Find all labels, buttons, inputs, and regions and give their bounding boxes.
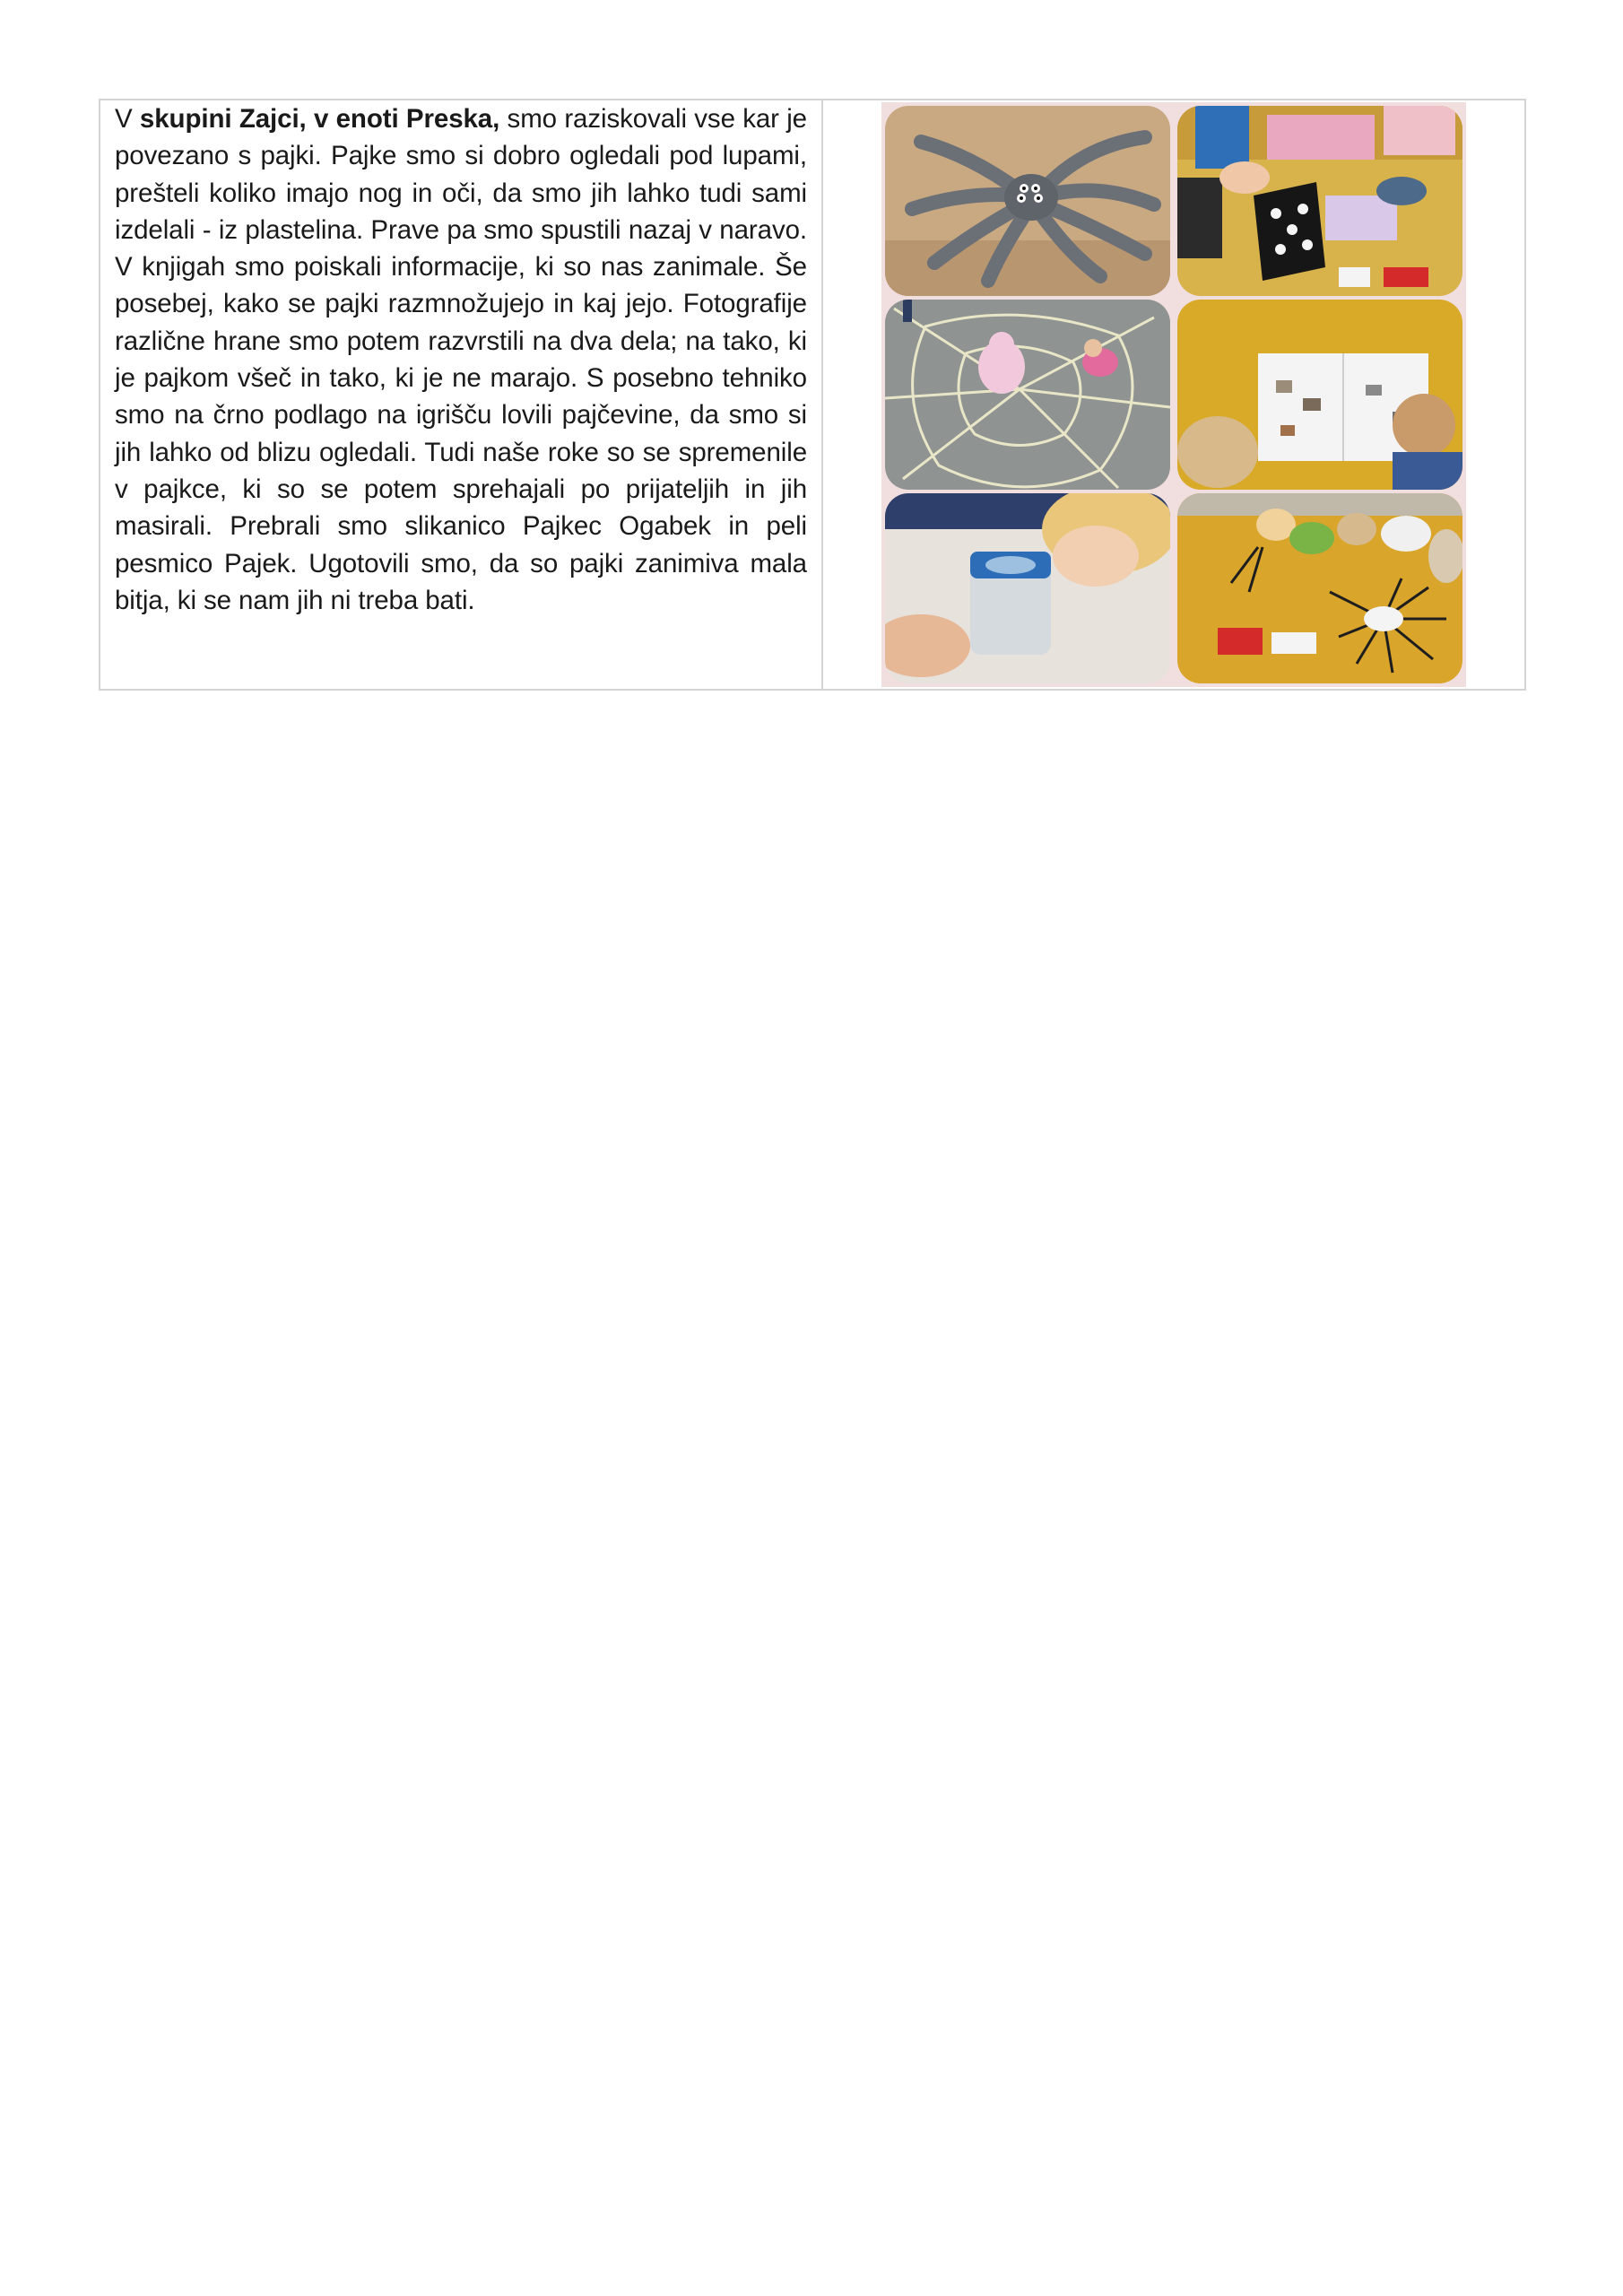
plasticine-spider-photo — [885, 106, 1170, 296]
intro-text: V — [115, 104, 140, 134]
description-paragraph — [115, 100, 807, 619]
body-text: smo raziskovali vse kar je povezano s pajki. Pajke smo si dobro ogledali pod lupami, prešteli koliko imajo nog in oči, da smo jih lahko tudi sami izdelali - iz plastelina. Prave pa smo spustili nazaj v naravo. V knjigah smo poiskali informacije, ki so nas zanimale. Še posebej, kako se pajki razmnožujejo in kaj jejo. Fotografije različne hrane smo potem razvrstili na dva dela; na tako, ki je pajkom všeč in tako, ki je ne marajo. S posebno tehniko smo na črno podlago na igrišču lovili pajčevine, da smo si jih lahko od blizu ogledali. Tudi naše roke so se spremenile v pajkce, ki so se potem sprehajali po prijateljih in jih masirali. Prebrali smo slikanico Pajkec Ogabek in peli pesmico Pajek. Ugotovili smo, da so pajki zanimiva mala bitja, ki se nam jih ni treba bati. — [115, 104, 807, 615]
children-making-spider-photo — [1177, 493, 1462, 683]
chalk-spiderweb-playground-photo — [885, 300, 1170, 490]
photo-collage — [881, 102, 1466, 687]
children-with-dice-photo — [1177, 106, 1462, 296]
content-table — [99, 99, 1526, 691]
group-name: skupini Zajci, v enoti Preska, — [139, 104, 500, 134]
text-cell — [100, 100, 823, 689]
food-sorting-cards-photo — [1177, 300, 1462, 490]
image-cell — [823, 100, 1524, 689]
child-magnifier-jar-photo — [885, 493, 1170, 683]
